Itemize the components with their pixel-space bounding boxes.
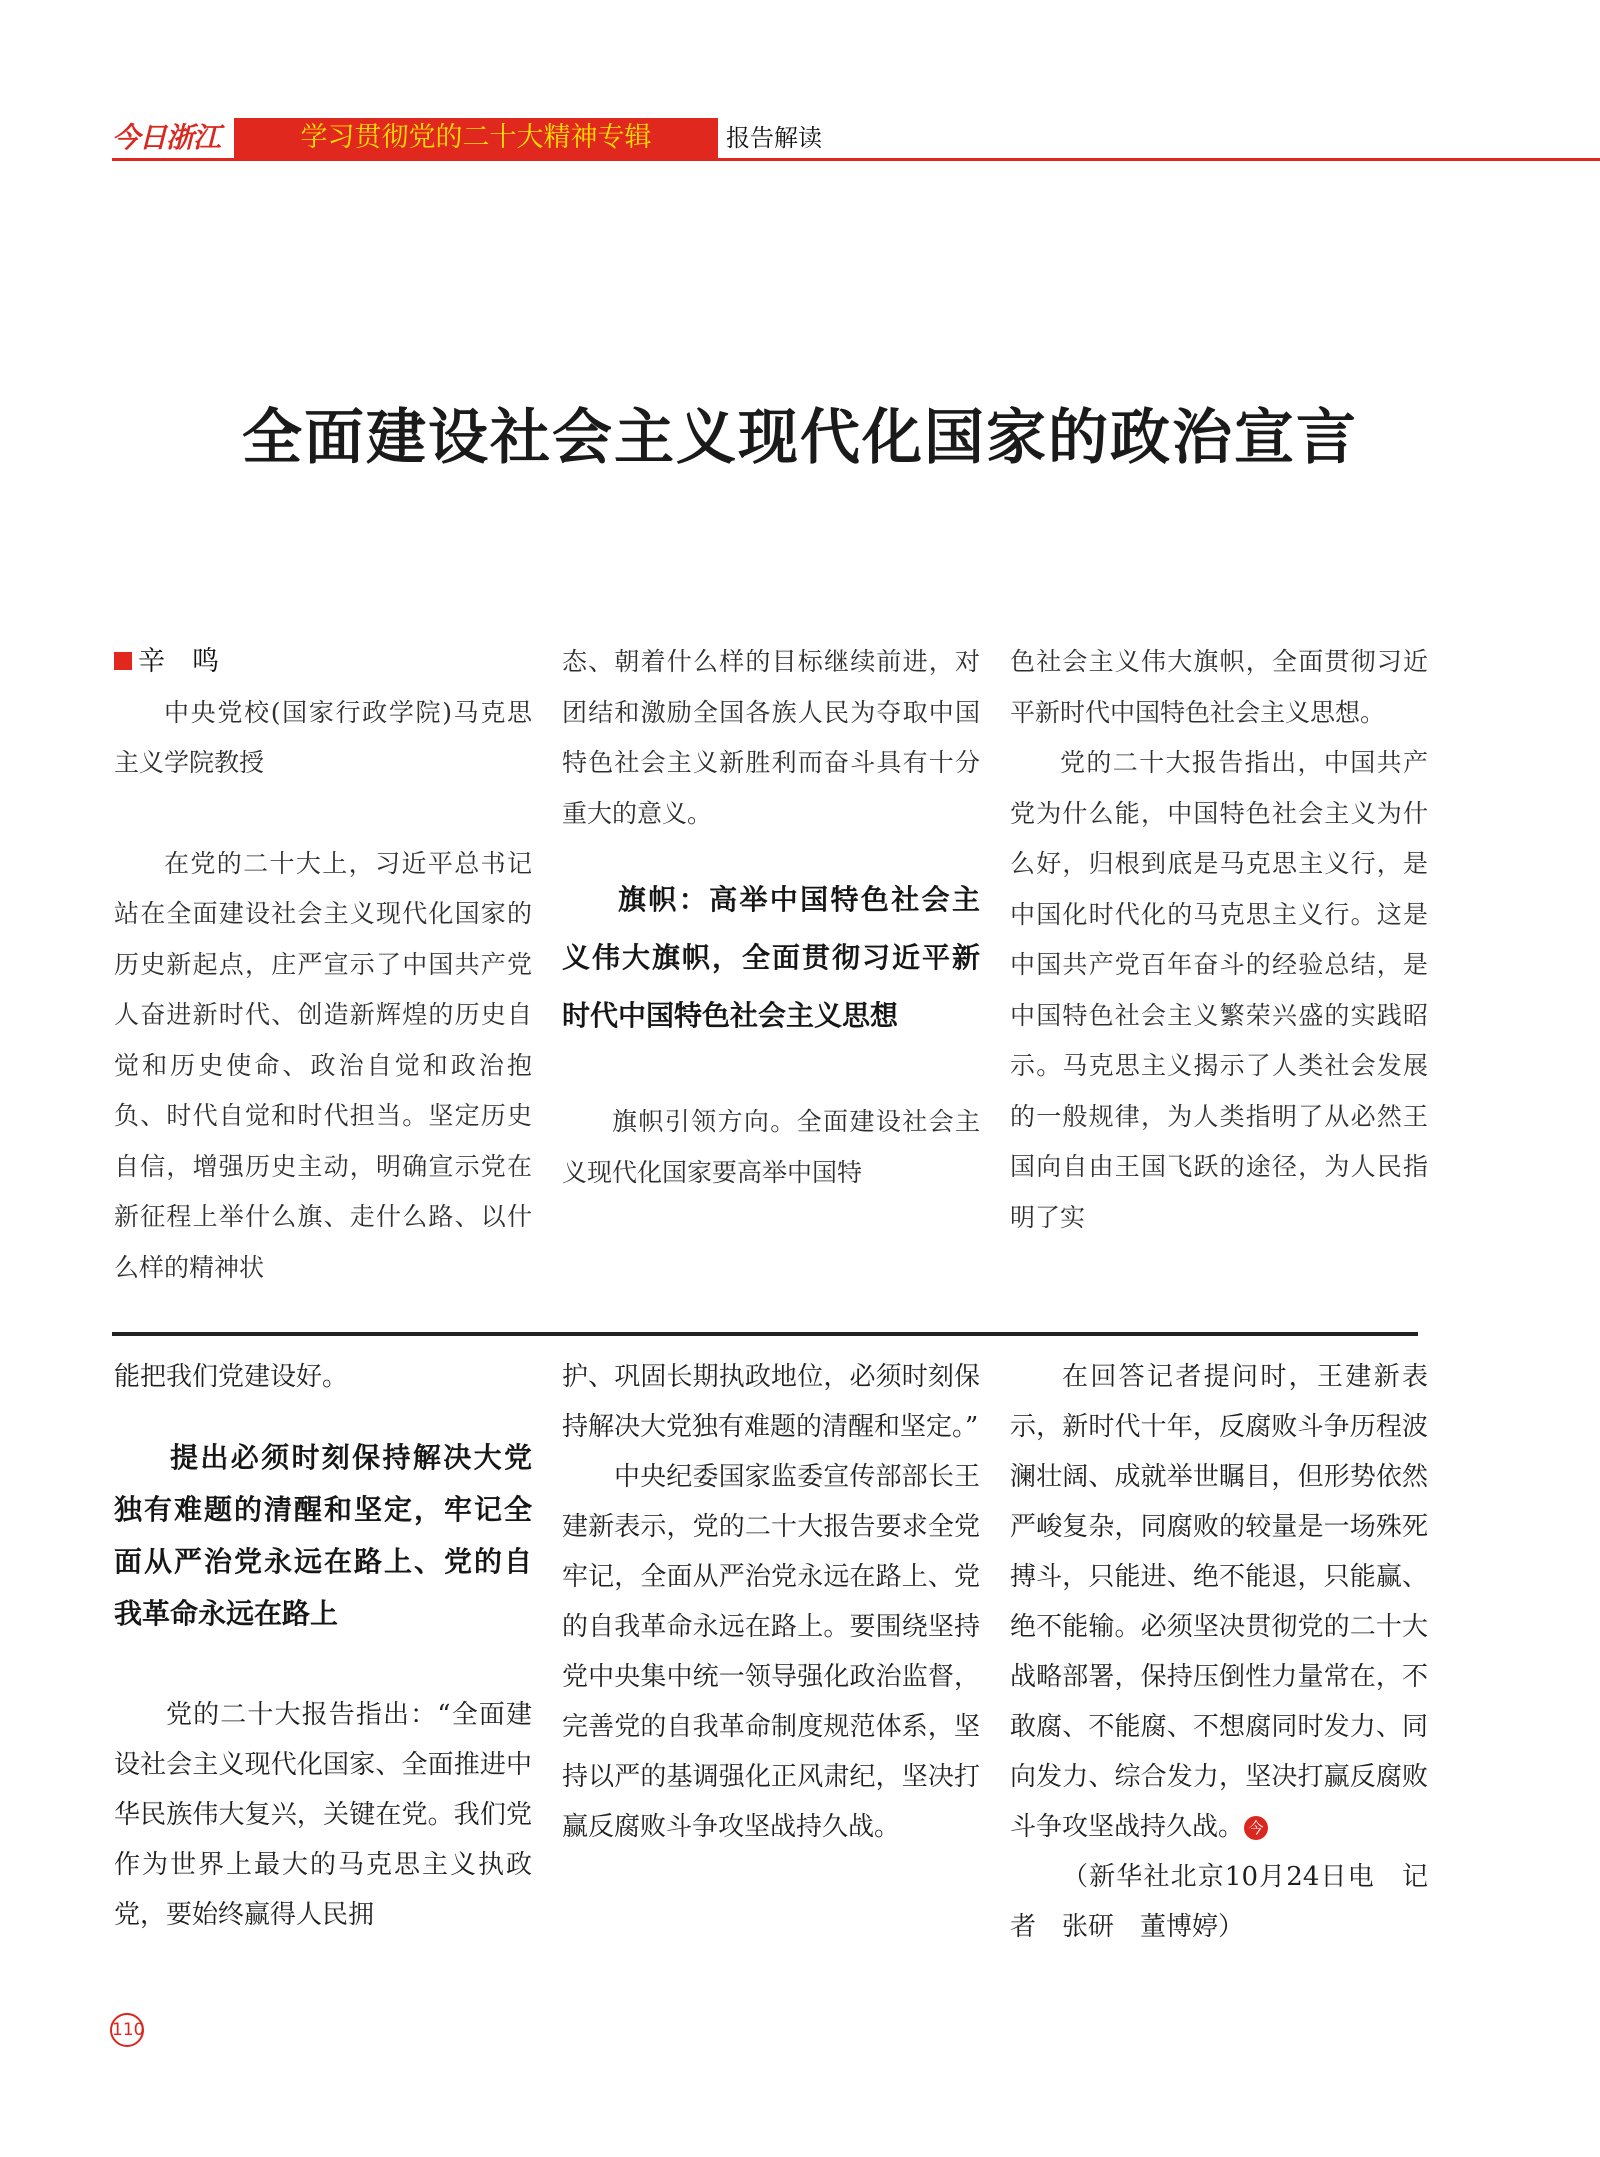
upper-column-1 bbox=[114, 637, 532, 1293]
section-heading-discipline: 提出必须时刻保持解决大党独有难题的清醒和坚定，牢记全面从严治党永远在路上、党的自我革命永远在路上 bbox=[114, 1441, 532, 1630]
paragraph: 党的二十大报告指出，中国共产党为什么能，中国特色社会主义为什么好，归根到底是马克思主义行，是中国化时代化的马克思主义行。这是中国共产党百年奋斗的经验总结，是中国特色社会主义繁荣兴盛的实践昭示。马克思主义揭示了人类社会发展的一般规律，为人类指明了从必然王国向自由王国飞跃的途径，为人民指明了实 bbox=[1010, 748, 1428, 1232]
page-number: 110 bbox=[110, 2013, 144, 2047]
page-header bbox=[112, 118, 1600, 164]
special-issue-banner: 学习贯彻党的二十大精神专辑 bbox=[234, 118, 718, 158]
paragraph: 党的二十大报告指出：“全面建设社会主义现代化国家、全面推进中华民族伟大复兴，关键在党。我们党作为世界上最大的马克思主义执政党，要始终赢得人民拥 bbox=[114, 1700, 532, 1930]
paragraph: 能把我们党建设好。 bbox=[114, 1362, 349, 1392]
paragraph: 旗帜引领方向。全面建设社会主义现代化国家要高举中国特 bbox=[562, 1107, 980, 1187]
paragraph: 色社会主义伟大旗帜，全面贯彻习近平新时代中国特色社会主义思想。 bbox=[1010, 647, 1428, 727]
lower-column-2 bbox=[562, 1352, 980, 1852]
paragraph: 护、巩固长期执政地位，必须时刻保持解决大党独有难题的清醒和坚定。” bbox=[562, 1362, 980, 1442]
paragraph-closing bbox=[1010, 1352, 1428, 1852]
upper-column-2 bbox=[562, 637, 980, 1198]
paragraph: 中央纪委国家监委宣传部部长王建新表示，党的二十大报告要求全党牢记，全面从严治党永远在路上、党的自我革命永远在路上。要围绕坚持党中央集中统一领导强化政治监督，完善党的自我革命制度规范体系，坚持以严的基调强化正风肃纪，坚决打赢反腐败斗争攻坚战持久战。 bbox=[562, 1462, 980, 1842]
magazine-logo: 今日浙江 bbox=[112, 121, 221, 154]
paragraph: 态、朝着什么样的目标继续前进，对团结和激励全国各族人民为夺取中国特色社会主义新胜利而奋斗具有十分重大的意义。 bbox=[562, 647, 980, 828]
byline-marker-icon bbox=[114, 652, 132, 670]
section-label: 报告解读 bbox=[726, 124, 822, 152]
header-rule bbox=[112, 158, 1600, 161]
lower-column-1 bbox=[114, 1352, 532, 1940]
lower-column-3 bbox=[1010, 1352, 1428, 1952]
author-name: 辛 鸣 bbox=[138, 646, 219, 677]
article-title: 全面建设社会主义现代化国家的政治宣言 bbox=[242, 403, 1358, 473]
section-heading-banner: 旗帜：高举中国特色社会主义伟大旗帜，全面贯彻习近平新时代中国特色社会主义思想 bbox=[562, 883, 980, 1032]
section-divider bbox=[112, 1332, 1418, 1336]
paragraph-text: 在回答记者提问时，王建新表示，新时代十年，反腐败斗争历程波澜壮阔、成就举世瞩目，但形势依然严峻复杂，同腐败的较量是一场殊死搏斗，只能进、绝不能退，只能赢、绝不能输。必须坚决贯彻党的二十大战略部署，保持压倒性力量常在，不敢腐、不能腐、不想腐同时发力、同向发力、综合发力，坚决打赢反腐败斗争攻坚战持久战。 bbox=[1010, 1362, 1428, 1842]
upper-column-3 bbox=[1010, 637, 1428, 1243]
paragraph: 在党的二十大上，习近平总书记站在全面建设社会主义现代化国家的历史新起点，庄严宣示了中国共产党人奋进新时代、创造新辉煌的历史自觉和历史使命、政治自觉和政治抱负、时代自觉和时代担当。坚定历史自信，增强历史主动，明确宣示党在新征程上举什么旗、走什么路、以什么样的精神状 bbox=[114, 848, 532, 1282]
author-affiliation: 中央党校(国家行政学院)马克思主义学院教授 bbox=[114, 697, 532, 777]
article-end-icon: 今 bbox=[1244, 1816, 1268, 1840]
author-byline bbox=[114, 637, 532, 688]
source-credit: （新华社北京10月24日电 记者 张研 董博婷） bbox=[1010, 1862, 1428, 1942]
